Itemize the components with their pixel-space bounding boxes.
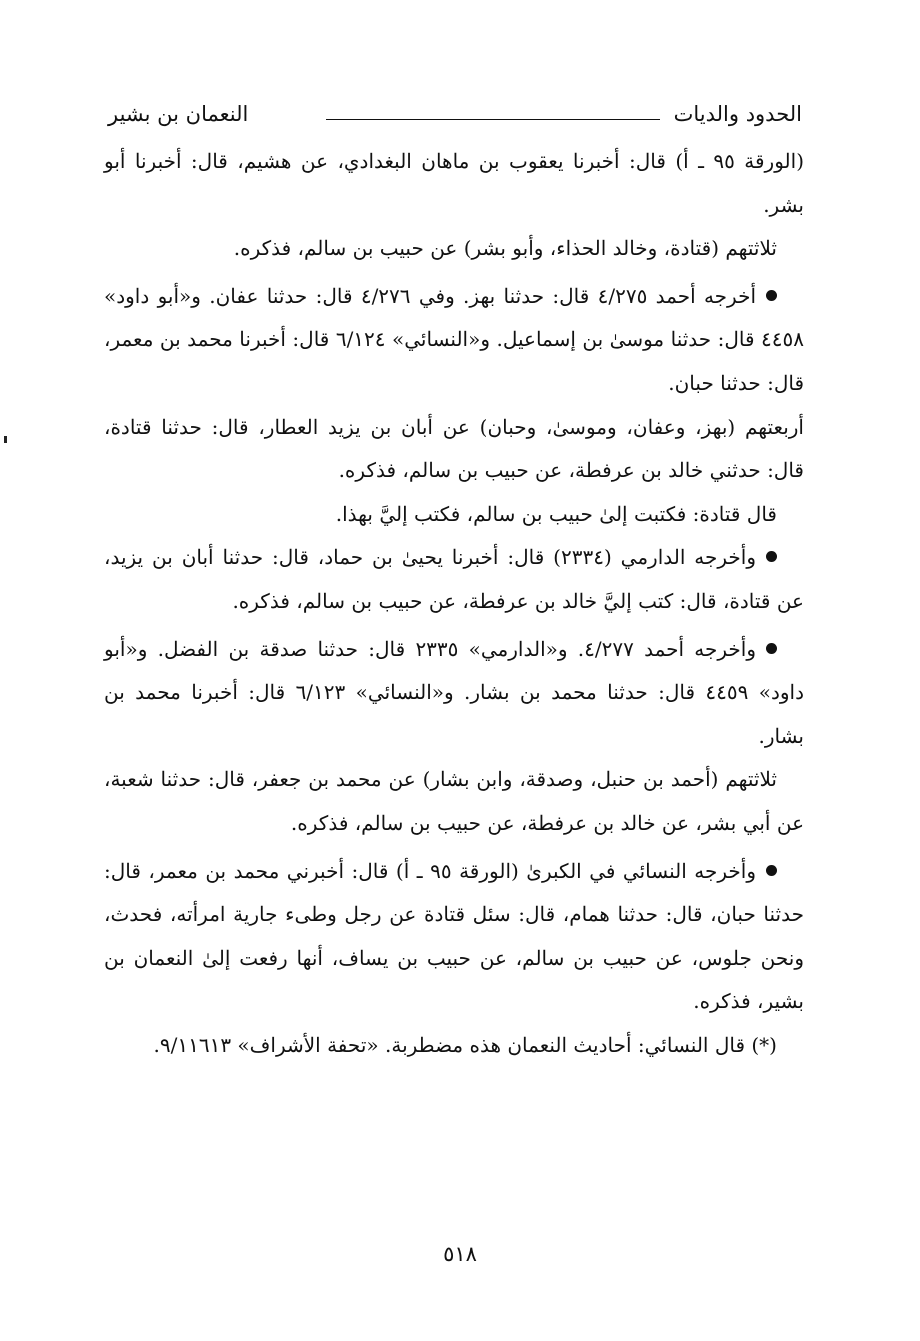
- running-title: النعمان بن بشير: [108, 102, 249, 126]
- main-text: [104, 140, 804, 1067]
- paragraph-text: قال قتادة: فكتبت إلىٰ حبيب بن سالم، فكتب إليَّ بهذا.: [335, 501, 777, 526]
- section-title: الحدود والديات: [673, 102, 802, 126]
- paragraph-text: أربعتهم (بهز، وعفان، وموسىٰ، وحبان) عن أبان بن يزيد العطار، قال: حدثنا قتادة، قال: حدثني خالد بن عرفطة، عن حبيب بن سالم، فذكره.: [104, 414, 804, 483]
- paragraph-bullet: [104, 536, 804, 623]
- bullet-icon: [766, 290, 777, 301]
- paragraph-text: وأخرجه أحمد ٤/٢٧٧. و«الدارمي» ٢٣٣٥ قال: حدثنا صدقة بن الفضل. و«أبو داود» ٤٤٥٩ قال: حدثنا محمد بن بشار. و«النسائي» ٦/١٢٣ قال: أخبرنا محمد بن بشار.: [104, 636, 804, 748]
- paragraph-footnote: [104, 1024, 804, 1068]
- paragraph-summary: [104, 227, 804, 271]
- paragraph-text: أخرجه أحمد ٤/٢٧٥ قال: حدثنا بهز. وفي ٤/٢٧٦ قال: حدثنا عفان. و«أبو داود» ٤٤٥٨ قال: حدثنا موسىٰ بن إسماعيل. و«النسائي» ٦/١٢٤ قال: أخبرنا محمد بن معمر، قال: حدثنا حبان.: [104, 283, 804, 395]
- paragraph-continuation: [104, 140, 804, 227]
- header-rule: [326, 119, 660, 120]
- bullet-icon: [766, 643, 777, 654]
- paragraph-bullet: [104, 628, 804, 759]
- paragraph-text: ثلاثتهم (أحمد بن حنبل، وصدقة، وابن بشار) عن محمد بن جعفر، قال: حدثنا شعبة، عن أبي بشر، عن خالد بن عرفطة، عن حبيب بن سالم، فذكره.: [104, 767, 804, 835]
- paragraph-quote: [104, 493, 804, 537]
- paragraph-bullet: [104, 850, 804, 1024]
- paragraph-text: (الورقة ٩٥ ـ أ) قال: أخبرنا يعقوب بن ماهان البغدادي، عن هشيم، قال: أخبرنا أبو بشر.: [104, 149, 804, 217]
- paragraph-summary: [104, 758, 804, 845]
- page-number: ٥١٨: [443, 1242, 477, 1266]
- paragraph-text: (*) قال النسائي: أحاديث النعمان هذه مضطربة. «تحفة الأشراف» ٩/١١٦١٣.: [153, 1032, 777, 1057]
- paragraph-bullet: [104, 275, 804, 406]
- bullet-icon: [766, 551, 777, 562]
- page-header: [108, 100, 802, 134]
- paragraph-text: وأخرجه النسائي في الكبرىٰ (الورقة ٩٥ ـ أ) قال: أخبرني محمد بن معمر، قال: حدثنا حبان، قال: حدثنا همام، قال: سئل قتادة عن رجل وطىء جارية امرأته، فحدث، ونحن جلوس، عن حبيب بن سالم، عن حبيب بن يساف، أنها رفعت إلىٰ النعمان بن بشير، فذكره.: [104, 858, 804, 1014]
- paragraph-text: ثلاثتهم (قتادة، وخالد الحذاء، وأبو بشر) عن حبيب بن سالم، فذكره.: [233, 236, 777, 261]
- paragraph-summary: [104, 406, 804, 493]
- paragraph-text: وأخرجه الدارمي (٢٣٣٤) قال: أخبرنا يحيىٰ بن حماد، قال: حدثنا أبان بن يزيد، عن قتادة، قال: كتب إليَّ خالد بن عرفطة، عن حبيب بن سالم، فذكره.: [104, 545, 804, 613]
- scan-artifact: [4, 436, 7, 443]
- bullet-icon: [766, 865, 777, 876]
